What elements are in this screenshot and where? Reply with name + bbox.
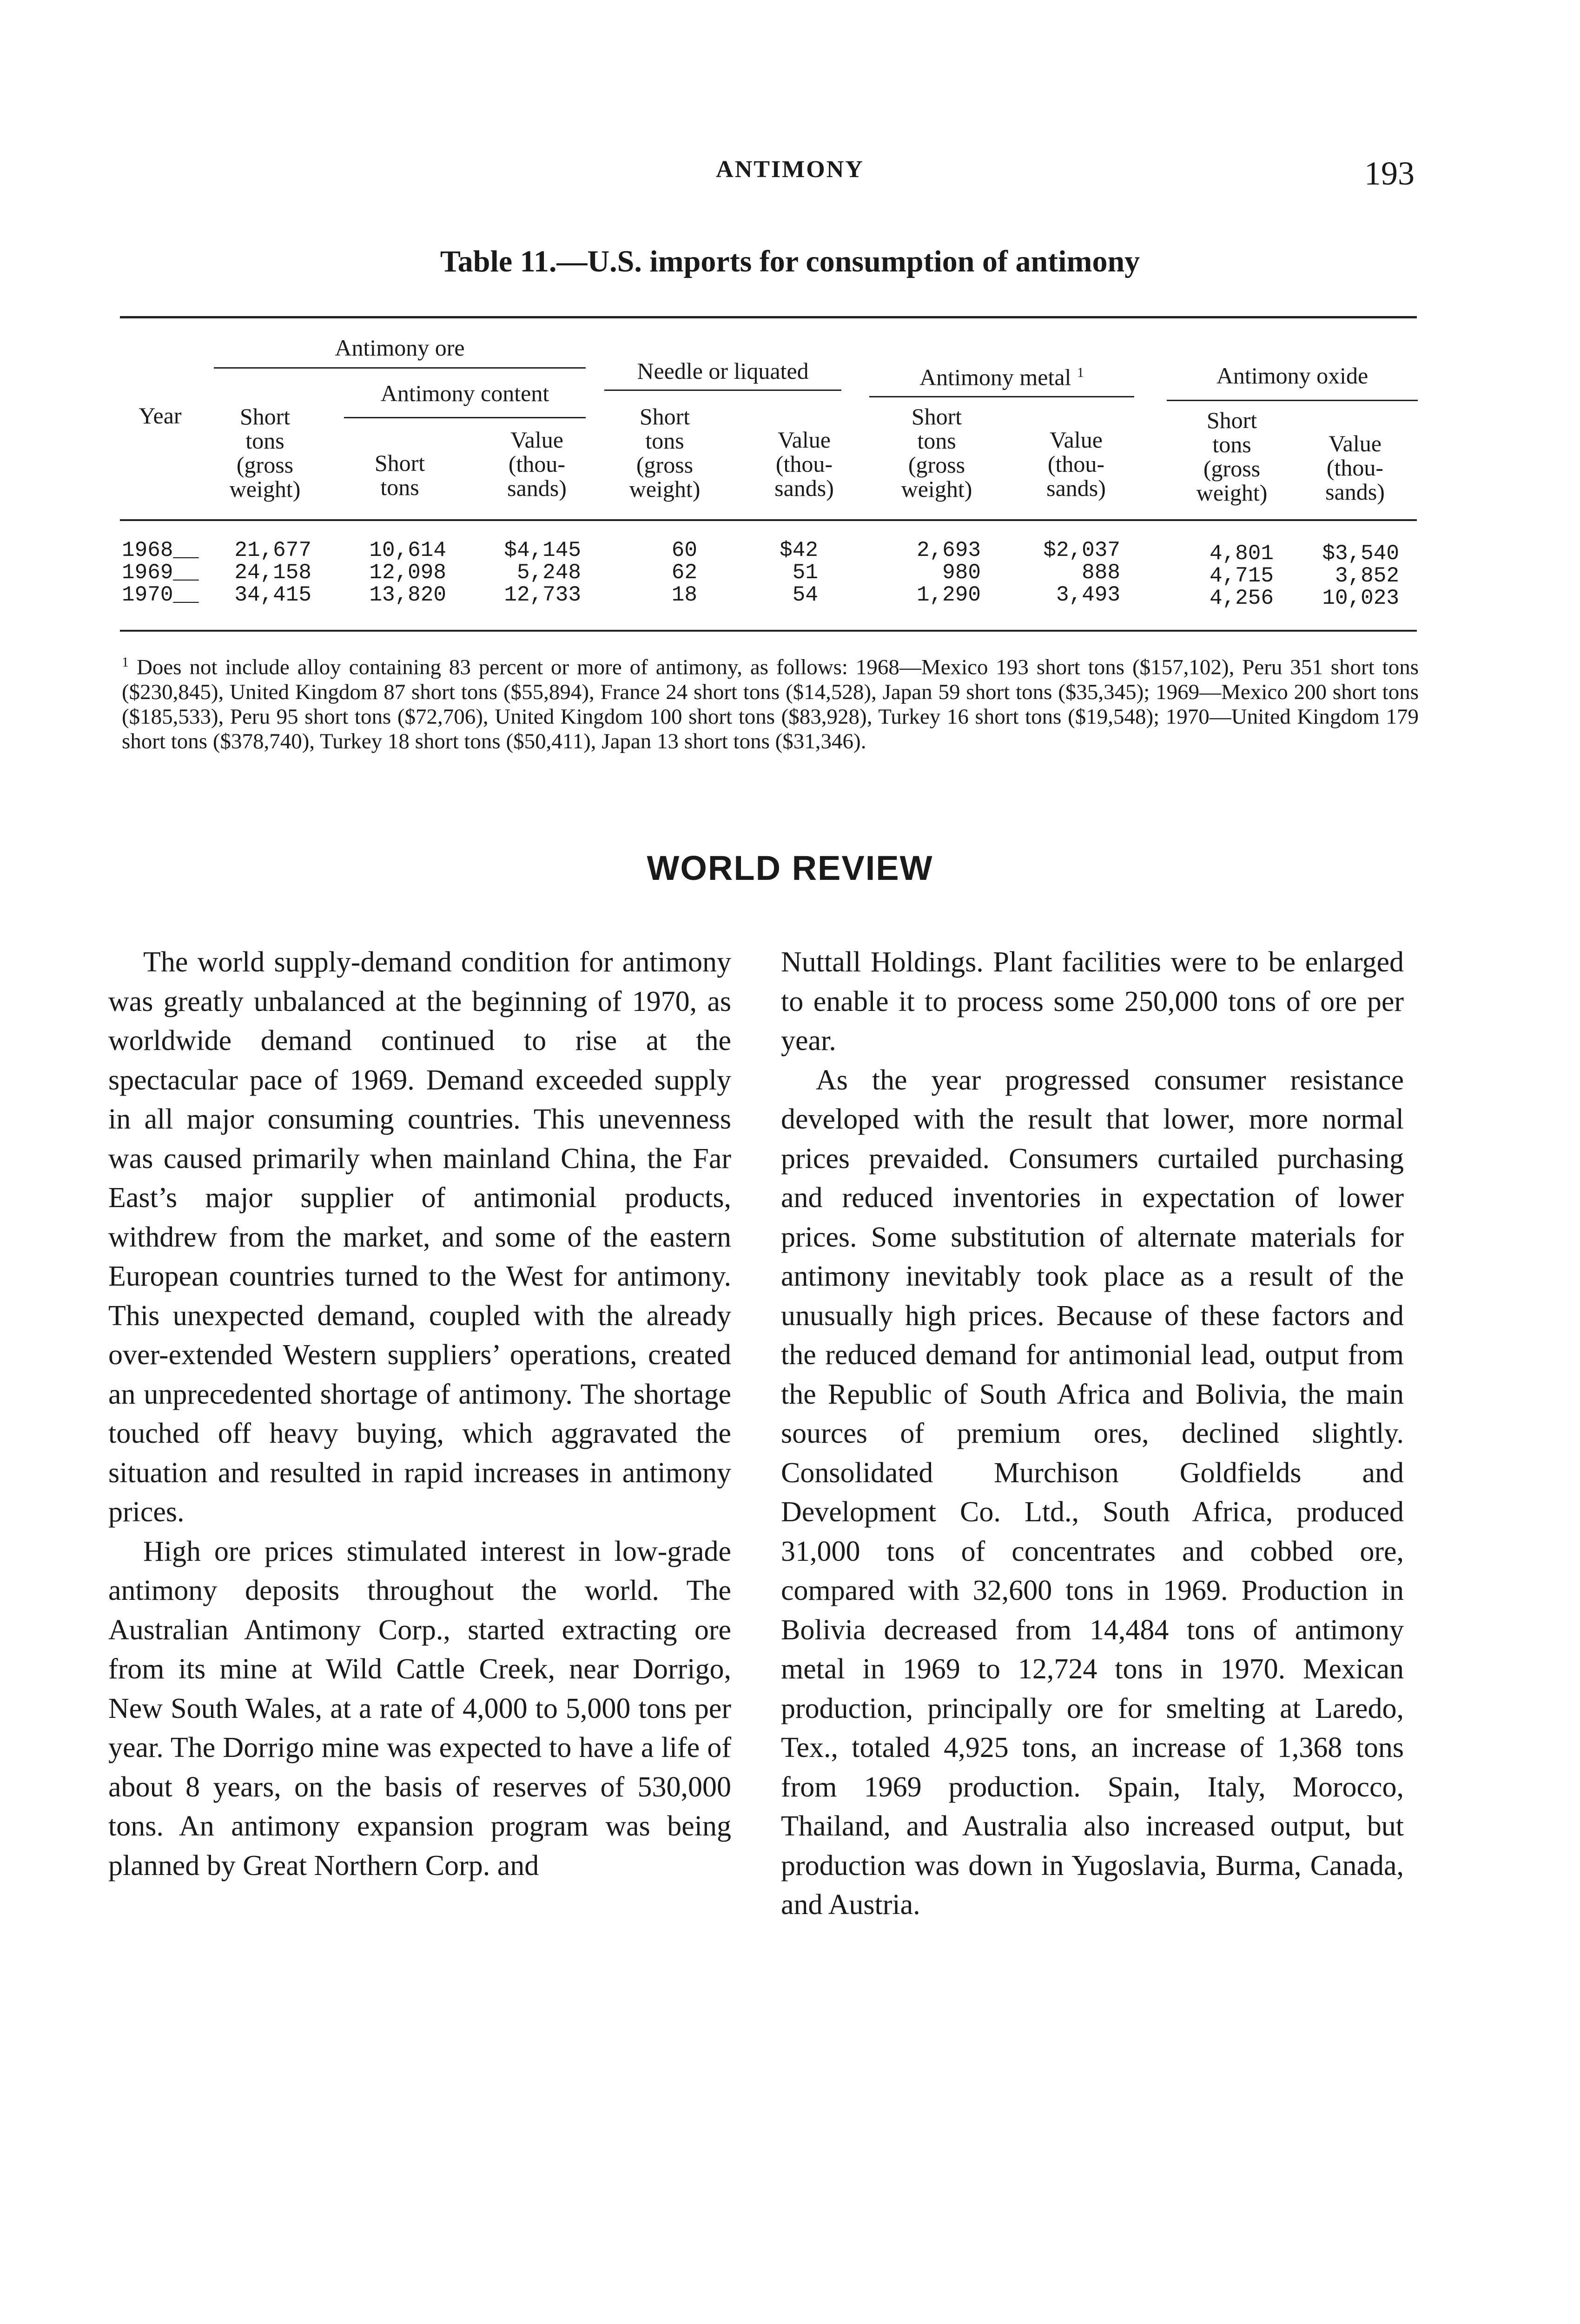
right-column (781, 943, 1404, 1925)
running-title: ANTIMONY (716, 156, 864, 183)
cell-oxide-value: 3,852 (1335, 564, 1399, 588)
cell-ore-gross: 24,158 (234, 561, 311, 585)
metal-group-rule (869, 396, 1134, 397)
cell-needle-gross: 62 (671, 561, 697, 585)
header-line: tons (380, 474, 419, 500)
cell-ore-gross: 34,415 (234, 583, 311, 607)
cell-needle-value: 51 (792, 561, 818, 585)
header-antimony-oxide: Antimony oxide (1216, 363, 1368, 389)
col-oxide-value (1306, 431, 1404, 504)
cell-metal-gross: 2,693 (916, 538, 981, 562)
metal-header-label: Antimony metal (919, 364, 1071, 390)
content-group-rule (344, 417, 586, 418)
paragraph: As the year progressed consumer resistance developed with the result that lower, more normal prices prevaided. Consumers curtailed purchasing and reduced inventories in expectation of lower prices. Some substitution of alternate materials for antimony inevitably took place as a result of the unusually high prices. Because of these factors and the reduced demand for antimonial lead, output from the Republic of South Africa and Bolivia, the main sources of premium ores, declined slightly. Consolidated Murchison Goldfields and Development Co. Ltd., South Africa, produced 31,000 tons of concentrates and cobbed ore, compared with 32,600 tons in 1969. Production in Bolivia decreased from 14,484 tons of antimony metal in 1969 to 12,724 tons in 1970. Mexican production, principally ore for smelting at Laredo, Tex., totaled 4,925 tons, an increase of 1,368 tons from 1969 production. Spain, Italy, Morocco, Thailand, and Australia also increased output, but production was down in Yugoslavia, Burma, Canada, and Austria. (781, 1064, 1404, 1921)
cell-oxide-gross: 4,256 (1209, 586, 1274, 610)
left-column (108, 943, 731, 1885)
page-number: 193 (1364, 155, 1415, 192)
cell-oxide-value: 10,023 (1322, 586, 1399, 610)
col-content-value (488, 428, 586, 500)
header-line: Short (239, 403, 291, 429)
header-line: sands) (1325, 479, 1385, 505)
cell-metal-value: 888 (1082, 561, 1120, 585)
cell-content-short: 12,098 (369, 561, 446, 585)
header-antimony-content: Antimony content (380, 380, 549, 406)
cell-content-short: 10,614 (369, 538, 446, 562)
col-metal-value (1027, 428, 1125, 500)
cell-metal-value: $2,037 (1043, 538, 1120, 562)
cell-oxide-gross: 4,801 (1209, 541, 1274, 566)
header-line: Value (778, 427, 831, 453)
header-line: Short (911, 403, 962, 429)
cell-content-value: $4,145 (504, 538, 581, 562)
ore-group-rule (214, 367, 586, 369)
cell-content-short: 13,820 (369, 583, 446, 607)
header-line: Value (510, 427, 563, 453)
col-oxide-gross-weight (1176, 408, 1288, 505)
header-line: weight) (1196, 480, 1268, 506)
header-line: Value (1329, 430, 1382, 456)
footnote-text: Does not include alloy containing 83 percent or more of antimony, as follows: 1968—Mexico 193 short tons ($157,102), Peru 351 short tons ($230,845), United Kingdom 87 short tons ($55,894), France 24 short tons ($14,528), Japan 59 short tons ($35,345); 1969—Mexico 200 short tons ($185,533), Peru 95 short tons ($72,706), United Kingdom 100 short tons ($83,928), Turkey 16 short tons ($19,548); 1970—United Kingdom 179 short tons ($378,740), Turkey 18 short tons ($50,411), Japan 13 short tons ($31,346). (122, 655, 1419, 753)
cell-metal-value: 3,493 (1056, 583, 1120, 607)
header-line: (gross (1203, 456, 1261, 482)
col-needle-value (753, 428, 855, 500)
header-line: (thou- (508, 451, 566, 477)
header-line: (gross (236, 452, 294, 478)
header-antimony-ore: Antimony ore (335, 335, 465, 361)
metal-footnote-ref: 1 (1077, 365, 1084, 380)
header-line: sands) (1046, 475, 1106, 501)
section-heading: WORLD REVIEW (647, 849, 933, 887)
header-line: (thou- (775, 451, 833, 477)
header-line: (gross (636, 452, 694, 478)
header-line: weight) (901, 476, 972, 502)
header-needle-liquated: Needle or liquated (637, 358, 809, 384)
cell-content-value: 5,248 (516, 561, 581, 585)
header-line: tons (645, 428, 684, 454)
header-line: sands) (507, 475, 567, 501)
oxide-group-rule (1167, 400, 1418, 401)
col-ore-gross-weight (214, 404, 316, 501)
header-antimony-metal (869, 361, 1134, 390)
cell-metal-gross: 980 (942, 561, 981, 585)
col-metal-gross-weight (881, 404, 992, 501)
header-line: tons (917, 428, 956, 454)
cell-needle-gross: 60 (671, 538, 697, 562)
paragraph: Nuttall Holdings. Plant facilities were to be enlarged to enable it to process some 250,000 tons of ore per year. (781, 946, 1404, 1056)
table-top-rule (120, 316, 1417, 318)
cell-oxide-value: $3,540 (1322, 541, 1399, 566)
paragraph: The world supply-demand condition for antimony was greatly unbalanced at the beginning of 1970, as worldwide demand continued to rise at the spectacular pace of 1969. Demand exceeded supply in all major consuming countries. This unevenness was caused primarily when mainland China, the Far East’s major supplier of antimonial products, withdrew from the market, and some of the eastern European countries turned to the West for antimony. This unexpected demand, coupled with the already over-extended Western suppliers’ operations, created an unprecedented shortage of antimony. The shortage touched off heavy buying, which aggravated the situation and resulted in rapid increases in antimony prices. (108, 946, 731, 1528)
cell-year: 1969__ (122, 561, 199, 585)
header-line: Short (1206, 407, 1257, 433)
header-line: tons (1212, 431, 1251, 457)
header-line: weight) (229, 476, 301, 502)
header-line: (gross (908, 452, 965, 478)
col-needle-gross-weight (609, 404, 721, 501)
table-title: Table 11.—U.S. imports for consumption of antimony (440, 244, 1140, 278)
cell-metal-gross: 1,290 (916, 583, 981, 607)
paragraph: High ore prices stimulated interest in low-grade antimony deposits throughout the world. The Australian Antimony Corp., started extracting ore from its mine at Wild Cattle Creek, near Dorrigo, New South Wales, at a rate of 4,000 to 5,000 tons per year. The Dorrigo mine was expected to have a life of about 8 years, on the basis of reserves of 530,000 tons. An antimony expansion program was being planned by Great Northern Corp. and (108, 1535, 731, 1882)
cell-year: 1970__ (122, 583, 199, 607)
cell-content-value: 12,733 (504, 583, 581, 607)
needle-group-rule (604, 390, 841, 391)
header-bottom-rule (120, 519, 1417, 521)
header-line: weight) (629, 476, 701, 502)
footnote-marker: 1 (122, 654, 129, 670)
header-line: (thou- (1326, 455, 1384, 481)
header-line: Short (639, 403, 690, 429)
header-year: Year (139, 403, 182, 429)
header-line: Short (374, 450, 425, 476)
header-line: sands) (774, 475, 834, 501)
cell-needle-gross: 18 (671, 583, 697, 607)
table-footnote (122, 650, 1419, 754)
header-line: tons (245, 428, 284, 454)
cell-needle-value: 54 (792, 583, 818, 607)
header-line: Value (1050, 427, 1103, 453)
table-bottom-rule (120, 630, 1417, 632)
cell-needle-value: $42 (780, 538, 818, 562)
col-content-short-tons (353, 451, 446, 499)
cell-oxide-gross: 4,715 (1209, 564, 1274, 588)
cell-year: 1968__ (122, 538, 199, 562)
header-line: (thou- (1047, 451, 1105, 477)
cell-ore-gross: 21,677 (234, 538, 311, 562)
